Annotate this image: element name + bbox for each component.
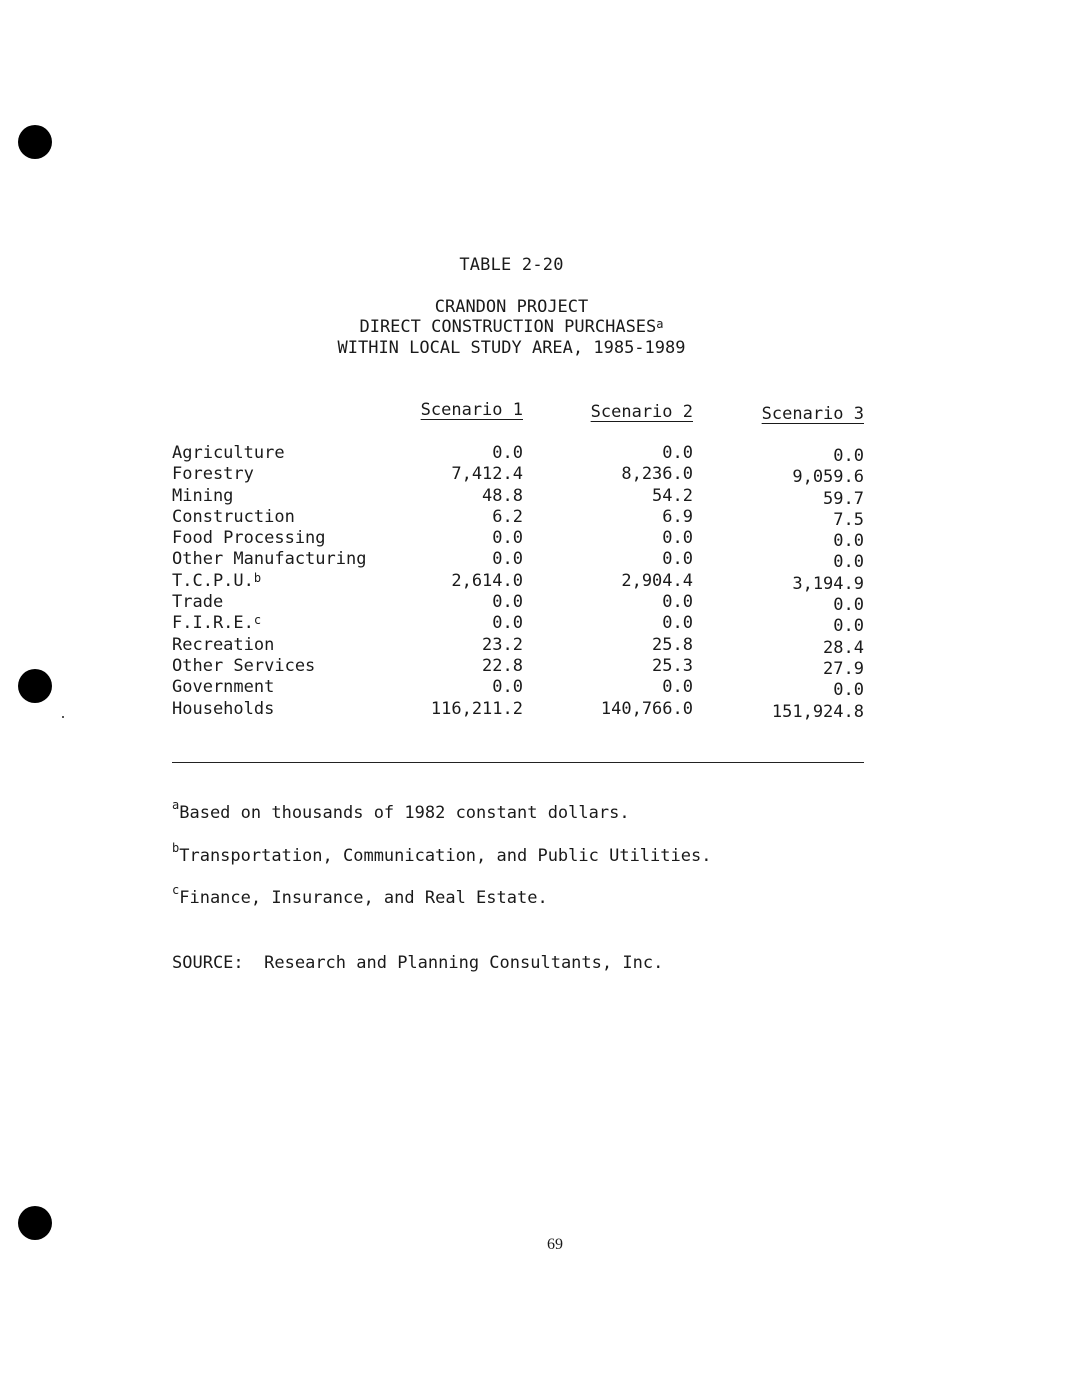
cell-scenario-2: 0.0 bbox=[662, 528, 693, 549]
row-label-text: Forestry bbox=[172, 464, 254, 485]
table-row bbox=[172, 486, 864, 507]
row-label bbox=[172, 677, 274, 698]
cell-scenario-1: 22.8 bbox=[482, 655, 523, 676]
row-label bbox=[172, 443, 285, 464]
cell-scenario-1: 116,211.2 bbox=[430, 698, 523, 719]
row-label-text: Other Services bbox=[172, 655, 316, 676]
table-bottom-rule bbox=[172, 762, 864, 763]
footnote-mark: b bbox=[253, 570, 262, 585]
footnote-b bbox=[172, 841, 712, 866]
cell-scenario-3: 59.7 bbox=[823, 488, 864, 509]
table-body bbox=[172, 443, 864, 720]
row-label bbox=[172, 486, 233, 507]
cell-scenario-2: 6.9 bbox=[662, 506, 693, 527]
row-label bbox=[172, 528, 326, 549]
table-title-text: DIRECT CONSTRUCTION PURCHASES bbox=[359, 317, 657, 337]
source-note bbox=[172, 953, 663, 973]
cell-scenario-2: 0.0 bbox=[662, 613, 693, 634]
footnote-c bbox=[172, 883, 548, 908]
cell-scenario-1: 0.0 bbox=[492, 592, 523, 613]
row-label bbox=[172, 635, 274, 656]
cell-scenario-3: 151,924.8 bbox=[771, 701, 864, 722]
binder-hole-bottom bbox=[18, 1206, 52, 1240]
cell-scenario-3: 0.0 bbox=[833, 680, 864, 701]
cell-scenario-1: 6.2 bbox=[492, 506, 523, 527]
table-row bbox=[172, 592, 864, 616]
cell-scenario-3: 0.0 bbox=[833, 552, 864, 573]
binder-hole-top bbox=[18, 125, 52, 159]
cell-scenario-2: 2,904.4 bbox=[621, 570, 693, 591]
page-number: 69 bbox=[547, 1236, 563, 1253]
table-row bbox=[172, 699, 864, 720]
footnote-mark: c bbox=[172, 883, 180, 897]
table-row bbox=[172, 528, 864, 552]
cell-scenario-1: 0.0 bbox=[492, 528, 523, 549]
row-label bbox=[172, 571, 261, 592]
cell-scenario-2: 0.0 bbox=[662, 549, 693, 570]
cell-scenario-2: 25.3 bbox=[652, 655, 693, 676]
footnote-text: Based on thousands of 1982 constant dollars. bbox=[179, 803, 630, 823]
cell-scenario-3: 0.0 bbox=[833, 446, 864, 466]
footnote-text: Transportation, Communication, and Public Utilities. bbox=[179, 846, 712, 866]
table-row bbox=[172, 635, 864, 656]
row-label-text: Mining bbox=[172, 485, 234, 506]
binder-hole-middle bbox=[18, 669, 52, 703]
row-label bbox=[172, 699, 274, 720]
column-header-scenario-1: Scenario 1 bbox=[420, 400, 523, 420]
cell-scenario-2: 140,766.0 bbox=[600, 698, 693, 719]
row-label-text: T.C.P.U. bbox=[172, 570, 254, 591]
cell-scenario-2: 0.0 bbox=[662, 592, 693, 613]
cell-scenario-3: 28.4 bbox=[823, 637, 864, 658]
cell-scenario-1: 7,412.4 bbox=[451, 464, 523, 485]
row-label-text: Agriculture bbox=[172, 443, 285, 463]
cell-scenario-2: 0.0 bbox=[662, 443, 693, 463]
cell-scenario-2: 25.8 bbox=[652, 634, 693, 655]
cell-scenario-1: 0.0 bbox=[492, 677, 523, 698]
footnote-mark: b bbox=[172, 841, 180, 855]
table-title-line-1 bbox=[0, 297, 1023, 317]
cell-scenario-2: 54.2 bbox=[652, 485, 693, 506]
cell-scenario-1: 0.0 bbox=[492, 549, 523, 570]
footnote-mark: c bbox=[253, 613, 262, 628]
table-row bbox=[172, 549, 864, 573]
cell-scenario-2: 8,236.0 bbox=[621, 464, 693, 485]
row-label-text: Government bbox=[172, 677, 275, 698]
table-title-text: CRANDON PROJECT bbox=[434, 297, 589, 317]
table-title-line-2 bbox=[0, 317, 1023, 337]
row-label-text: Construction bbox=[172, 506, 295, 527]
cell-scenario-3: 7.5 bbox=[833, 509, 864, 530]
cell-scenario-3: 27.9 bbox=[823, 658, 864, 679]
table-row bbox=[172, 613, 864, 637]
table-row bbox=[172, 571, 864, 592]
row-label bbox=[172, 549, 366, 570]
table-row bbox=[172, 507, 864, 528]
row-label-text: Other Manufacturing bbox=[172, 549, 367, 570]
row-label-text: Trade bbox=[172, 592, 224, 613]
table-row bbox=[172, 677, 864, 701]
source-text: Research and Planning Consultants, Inc. bbox=[264, 953, 664, 973]
row-label bbox=[172, 656, 315, 677]
row-label-text: F.I.R.E. bbox=[172, 613, 254, 634]
footnote-mark: a bbox=[656, 317, 664, 331]
cell-scenario-1: 0.0 bbox=[492, 613, 523, 634]
row-label-text: Recreation bbox=[172, 634, 275, 655]
table-row bbox=[172, 656, 864, 677]
row-label bbox=[172, 507, 295, 528]
footnote-text: Finance, Insurance, and Real Estate. bbox=[179, 888, 548, 908]
cell-scenario-3: 0.0 bbox=[833, 595, 864, 616]
row-label bbox=[172, 592, 223, 613]
cell-scenario-1: 2,614.0 bbox=[451, 570, 523, 591]
cell-scenario-1: 0.0 bbox=[492, 443, 523, 463]
scan-speck bbox=[62, 716, 64, 718]
cell-scenario-3: 0.0 bbox=[833, 616, 864, 637]
column-header-scenario-3: Scenario 3 bbox=[761, 404, 864, 424]
table-title-text: WITHIN LOCAL STUDY AREA, 1985-1989 bbox=[337, 338, 686, 358]
row-label-text: Households bbox=[172, 698, 275, 719]
table-row bbox=[172, 464, 864, 488]
table-number: TABLE 2-20 bbox=[459, 255, 564, 275]
cell-scenario-1: 23.2 bbox=[482, 634, 523, 655]
cell-scenario-3: 3,194.9 bbox=[792, 573, 864, 594]
row-label bbox=[172, 613, 261, 634]
table-title-line-3 bbox=[0, 338, 1023, 358]
cell-scenario-1: 48.8 bbox=[482, 485, 523, 506]
row-label-text: Food Processing bbox=[172, 528, 326, 549]
column-header-scenario-2: Scenario 2 bbox=[590, 402, 693, 422]
footnote-a bbox=[172, 798, 630, 823]
cell-scenario-2: 0.0 bbox=[662, 677, 693, 698]
row-label bbox=[172, 464, 254, 485]
footnote-mark: a bbox=[172, 798, 180, 812]
cell-scenario-3: 9,059.6 bbox=[792, 467, 864, 488]
source-label: SOURCE: bbox=[172, 953, 244, 973]
cell-scenario-3: 0.0 bbox=[833, 531, 864, 552]
table-row bbox=[172, 443, 864, 464]
